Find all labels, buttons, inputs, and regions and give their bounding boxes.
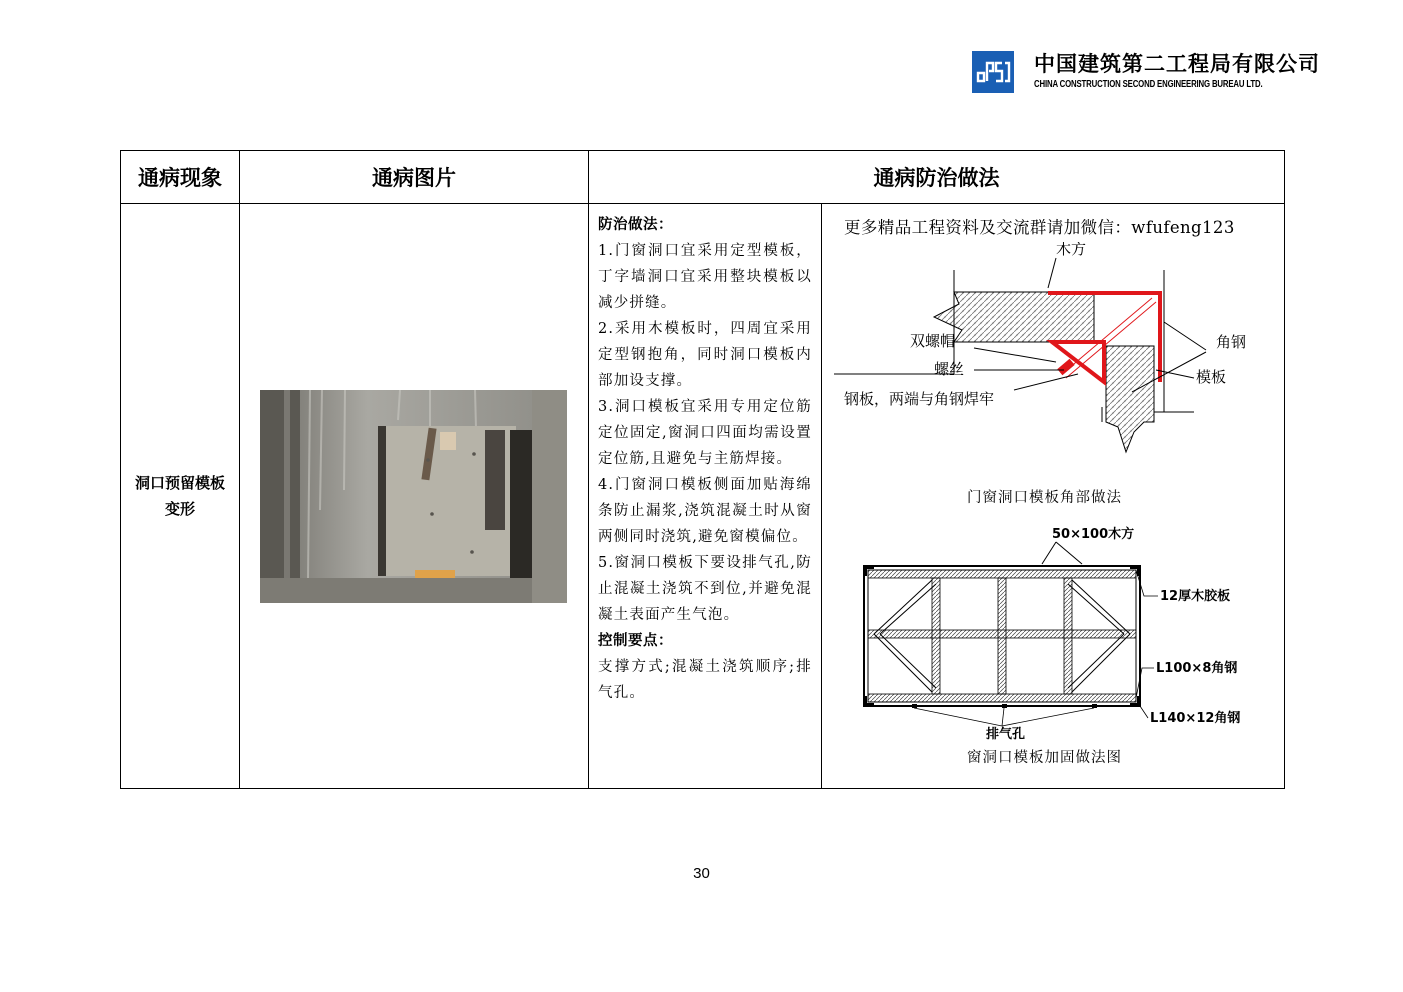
header-phenomenon: 通病现象 <box>121 151 240 204</box>
table-row <box>121 204 1285 789</box>
wechat-note: 更多精品工程资料及交流群请加微信：wfufeng123 <box>844 218 1235 237</box>
control-title: 控制要点： <box>598 633 673 649</box>
method-item-1: 1.门窗洞口宜采用定型模板，丁字墙洞口宜采用整块模板以减少拼缝。 <box>598 243 812 311</box>
label-formwork: 模板 <box>1196 368 1227 386</box>
label-wood-50x100: 50×100木方 <box>1052 527 1135 542</box>
page-number: 30 <box>693 865 710 882</box>
label-angle-140: L140×12角钢 <box>1150 711 1241 726</box>
company-name-en: CHINA CONSTRUCTION SECOND ENGINEERING BUREAU LTD. <box>1034 79 1263 90</box>
label-double-nut: 双螺帽 <box>910 332 956 350</box>
label-angle-100: L100×8角钢 <box>1156 661 1238 676</box>
corner-detail-figure <box>834 242 1274 472</box>
method-item-5: 5.窗洞口模板下要设排气孔,防止混凝土浇筑不到位,并避免混凝土表面产生气泡。 <box>598 555 812 623</box>
table-header-row <box>121 151 1285 204</box>
company-logo <box>972 51 1014 93</box>
defect-table <box>120 150 1285 789</box>
label-plywood: 12厚木胶板 <box>1160 589 1231 604</box>
company-name-cn: 中国建筑第二工程局有限公司 <box>1034 52 1320 76</box>
label-angle: 角钢 <box>1216 333 1247 351</box>
method-item-2: 2.采用木模板时，四周宜采用定型钢抱角，同时洞口模板内部加设支撑。 <box>598 321 812 389</box>
method-item-4: 4.门窗洞口模板侧面加贴海绵条防止漏浆,浇筑混凝土时从窗两侧同时浇筑,避免窗模偏位。 <box>598 477 812 545</box>
caption-frame: 窗洞口模板加固做法图 <box>967 750 1122 766</box>
header-photo: 通病图片 <box>240 151 589 204</box>
method-title: 防治做法： <box>598 217 673 233</box>
label-screw: 螺丝 <box>934 360 965 378</box>
defect-photo <box>260 390 567 603</box>
photo-cell <box>240 204 589 789</box>
label-wood: 木方 <box>1056 242 1087 258</box>
frame-detail-figure <box>852 520 1272 740</box>
label-vent-hole: 排气孔 <box>986 727 1026 740</box>
header-method: 通病防治做法 <box>589 151 1285 204</box>
figure-cell <box>822 204 1285 789</box>
method-cell <box>589 204 822 789</box>
phenomenon-text: 洞口预留模板变形 <box>134 474 225 518</box>
method-item-3: 3.洞口模板宜采用专用定位筋定位固定,窗洞口四面均需设置定位筋,且避免与主筋焊接。 <box>598 399 812 467</box>
caption-corner: 门窗洞口模板角部做法 <box>967 490 1122 506</box>
control-text: 支撑方式;混凝土浇筑顺序;排气孔。 <box>598 659 812 701</box>
label-plate: 钢板，两端与角钢焊牢 <box>844 390 995 408</box>
phenomenon-cell <box>121 204 240 789</box>
